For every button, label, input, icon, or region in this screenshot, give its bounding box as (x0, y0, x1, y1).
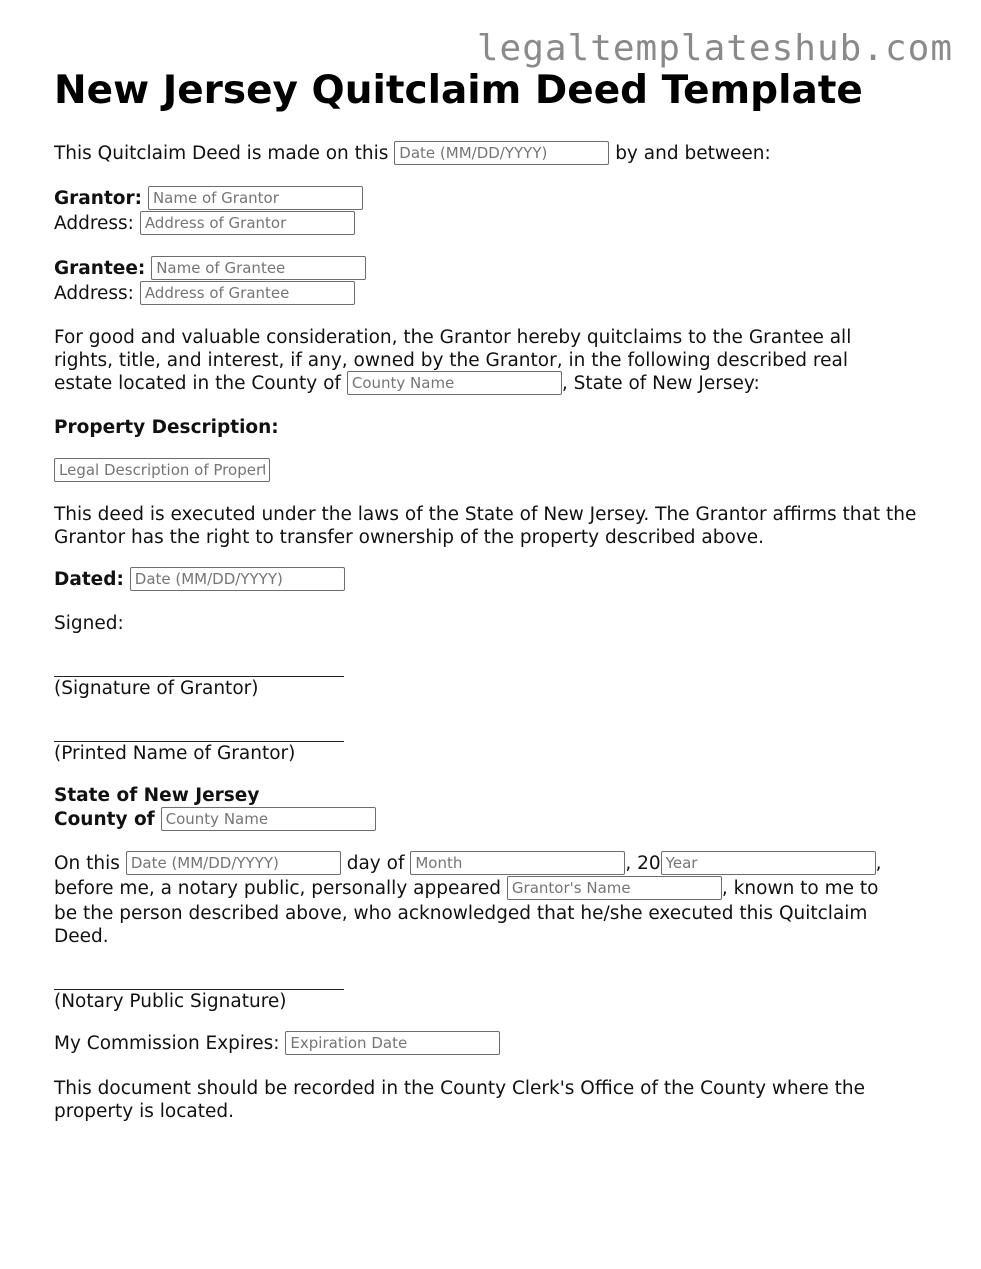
consideration-suffix: , State of New Jersey: (561, 373, 760, 394)
property-description-line (54, 459, 270, 483)
acknowledgment-rest: be the person described above, who acknowledged that he/she executed this Quitclaim Deed. (54, 903, 868, 947)
grantor-label: Grantor: (54, 188, 143, 209)
ack-grantor-name-input[interactable] (507, 876, 722, 900)
ack-date-input[interactable] (126, 851, 341, 875)
grantor-line (54, 187, 363, 211)
intro-line (54, 142, 771, 166)
consideration-paragraph (54, 326, 904, 396)
ack-day-of: day of (346, 853, 405, 874)
ack-comma-20: , 20 (625, 853, 661, 874)
grantor-address-input[interactable] (140, 211, 355, 235)
deed-date-input[interactable] (394, 141, 609, 165)
acknowledgment-line-1 (54, 852, 882, 876)
signed-label: Signed: (54, 613, 124, 634)
acknowledgment-line-2 (54, 877, 879, 901)
commission-line (54, 1032, 500, 1056)
ack-month-input[interactable] (410, 851, 625, 875)
grantor-signature-caption: (Signature of Grantor) (54, 678, 259, 699)
grantee-address-label: Address: (54, 283, 134, 304)
grantee-name-input[interactable] (151, 256, 366, 280)
commission-expiration-input[interactable] (285, 1031, 500, 1055)
property-heading (54, 416, 279, 439)
notary-state-line (54, 784, 259, 807)
grantor-printed-name-caption: (Printed Name of Grantor) (54, 743, 296, 764)
watermark: legaltemplateshub.com (476, 28, 953, 69)
consideration-text: For good and valuable consideration, the Grantor hereby quitclaims to the Grantee all rights, title, and interest, if any, owned by the Grantor, in the following described real estate located in the County of (54, 327, 852, 394)
dated-line (54, 568, 345, 592)
grantee-address-input[interactable] (140, 281, 355, 305)
grantee-line (54, 257, 366, 281)
grantor-address-label: Address: (54, 213, 134, 234)
intro-prefix: This Quitclaim Deed is made on this (54, 143, 389, 164)
ack-comma: , (875, 853, 882, 874)
notary-county-label: County of (54, 809, 155, 830)
property-heading-text: Property Description: (54, 417, 279, 438)
executed-paragraph: This deed is executed under the laws of the State of New Jersey. The Grantor affirms that the Grantor has the right to transfer ownership of the property described above. (54, 504, 917, 548)
ack-known-to-me: , known to me to (721, 878, 879, 899)
notary-county-input[interactable] (161, 807, 376, 831)
ack-year-input[interactable] (661, 851, 876, 875)
grantee-address-line (54, 282, 355, 306)
ack-on-this: On this (54, 853, 120, 874)
dated-input[interactable] (130, 567, 345, 591)
notary-state-label: State of New Jersey (54, 785, 260, 806)
grantee-label: Grantee: (54, 258, 146, 279)
recording-paragraph: This document should be recorded in the County Clerk's Office of the County where the property is located. (54, 1078, 865, 1122)
page-title: New Jersey Quitclaim Deed Template (54, 68, 863, 113)
property-description-input[interactable] (54, 458, 270, 482)
ack-before-me: before me, a notary public, personally appeared (54, 878, 502, 899)
commission-label: My Commission Expires: (54, 1033, 280, 1054)
grantor-address-line (54, 212, 355, 236)
intro-suffix: by and between: (615, 143, 771, 164)
grantor-name-input[interactable] (148, 186, 363, 210)
county-input[interactable] (347, 371, 562, 395)
notary-signature-caption: (Notary Public Signature) (54, 991, 287, 1012)
dated-label: Dated: (54, 569, 124, 590)
notary-county-line (54, 808, 376, 832)
